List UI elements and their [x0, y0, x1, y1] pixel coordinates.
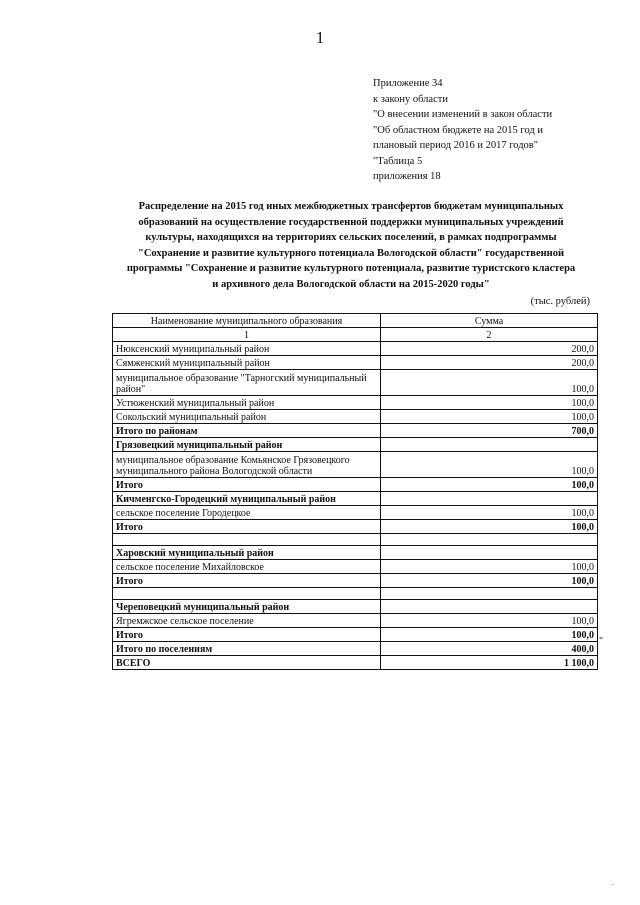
name-cell: Итого: [113, 520, 381, 534]
title-line: "Сохранение и развитие культурного потенциала Вологодской области" государственной: [137, 247, 565, 259]
subtotal-row: [113, 574, 598, 588]
name-cell: муниципальное образование Комьянское Грязовецкого муниципального района Вологодской области: [113, 452, 381, 478]
appendix-heading: [373, 76, 613, 185]
table-row: [113, 356, 598, 370]
name-cell: Харовский муниципальный район: [113, 546, 381, 560]
sum-cell: 100,0: [381, 506, 598, 520]
sum-cell: 200,0: [381, 356, 598, 370]
sum-cell: 100,0: [381, 574, 598, 588]
name-cell: Нюксенский муниципальный район: [113, 342, 381, 356]
appendix-line: Приложение 34: [373, 78, 443, 89]
spacer-row: [113, 534, 598, 546]
name-cell: Итого: [113, 574, 381, 588]
name-cell: сельское поселение Городецкое: [113, 506, 381, 520]
name-cell: Итого по районам: [113, 424, 381, 438]
table-row: [113, 452, 598, 478]
district-heading-row: [113, 438, 598, 452]
sum-cell: [381, 546, 598, 560]
sum-cell: 200,0: [381, 342, 598, 356]
sum-cell: [381, 492, 598, 506]
closing-quote-mark: ": [599, 636, 604, 647]
name-cell: Кичменгско-Городецкий муниципальный район: [113, 492, 381, 506]
district-heading-row: [113, 546, 598, 560]
sum-cell: 100,0: [381, 560, 598, 574]
sum-cell: 1 100,0: [381, 656, 598, 670]
name-cell: Итого: [113, 478, 381, 492]
grand-total-row: [113, 656, 598, 670]
empty-cell: [381, 534, 598, 546]
name-cell: Сямженский муниципальный район: [113, 356, 381, 370]
appendix-line: к закону области: [373, 93, 448, 105]
subtotal-row: [113, 424, 598, 438]
unit-note: (тыс. рублей): [530, 296, 590, 307]
spacer-row: [113, 588, 598, 600]
header-name-cell: Наименование муниципального образования: [113, 314, 381, 328]
title-line: программы "Сохранение и развитие культурного потенциала, развитие туристского кластера: [126, 263, 576, 275]
table-row: [113, 614, 598, 628]
empty-cell: [113, 588, 381, 600]
page-number: 1: [315, 28, 325, 47]
subtotal-row: [113, 520, 598, 534]
corner-mark: -: [611, 880, 614, 889]
name-cell: Устюженский муниципальный район: [113, 396, 381, 410]
name-cell: Итого по поселениям: [113, 642, 381, 656]
district-heading-row: [113, 600, 598, 614]
table-row: [113, 370, 598, 396]
table-row: [113, 560, 598, 574]
distribution-table: [112, 313, 598, 670]
column-number-row: [113, 328, 598, 342]
title-line: культуры, находящихся на территориях сельских поселений, в рамках подпрограммы: [145, 232, 557, 244]
empty-cell: [381, 588, 598, 600]
name-cell: муниципальное образование "Тарногский муниципальный район": [113, 370, 381, 396]
name-cell: Череповецкий муниципальный район: [113, 600, 381, 614]
appendix-line: приложения 18: [373, 171, 441, 182]
table-row: [113, 410, 598, 424]
title-line: Распределение на 2015 год иных межбюджетных трансфертов бюджетам муниципальных: [138, 201, 564, 212]
sum-cell: [381, 600, 598, 614]
settlements-total-row: [113, 642, 598, 656]
column-number-cell: 2: [381, 328, 598, 342]
column-number-cell: 1: [113, 328, 381, 342]
appendix-line: "О внесении изменений в закон области: [373, 109, 553, 120]
empty-cell: [113, 534, 381, 546]
sum-cell: 100,0: [381, 410, 598, 424]
subtotal-row: [113, 628, 598, 642]
appendix-line: "Таблица 5: [373, 155, 423, 167]
title-line: образований на осуществление государственной поддержки муниципальных учреждений: [138, 216, 564, 228]
sum-cell: 700,0: [381, 424, 598, 438]
sum-cell: 100,0: [381, 396, 598, 410]
sum-cell: 400,0: [381, 642, 598, 656]
name-cell: сельское поселение Михайловское: [113, 560, 381, 574]
name-cell: Сокольский муниципальный район: [113, 410, 381, 424]
appendix-line: "Об областном бюджете на 2015 год и: [373, 124, 544, 136]
header-sum-cell: Сумма: [381, 314, 598, 328]
sum-cell: 100,0: [381, 628, 598, 642]
name-cell: Грязовецкий муниципальный район: [113, 438, 381, 452]
name-cell: Итого: [113, 628, 381, 642]
appendix-line: плановый период 2016 и 2017 годов": [373, 140, 539, 151]
table-row: [113, 396, 598, 410]
sum-cell: 100,0: [381, 614, 598, 628]
table-header-row: [113, 314, 598, 328]
sum-cell: 100,0: [381, 478, 598, 492]
sum-cell: 100,0: [381, 370, 598, 396]
title-line: и архивного дела Вологодской области на 2015-2020 годы": [212, 278, 490, 290]
document-title: [112, 199, 590, 293]
sum-cell: 100,0: [381, 520, 598, 534]
sum-cell: [381, 438, 598, 452]
table-row: [113, 506, 598, 520]
subtotal-row: [113, 478, 598, 492]
sum-cell: 100,0: [381, 452, 598, 478]
table-row: [113, 342, 598, 356]
name-cell: ВСЕГО: [113, 656, 381, 670]
district-heading-row: [113, 492, 598, 506]
name-cell: Ягремжское сельское поселение: [113, 614, 381, 628]
